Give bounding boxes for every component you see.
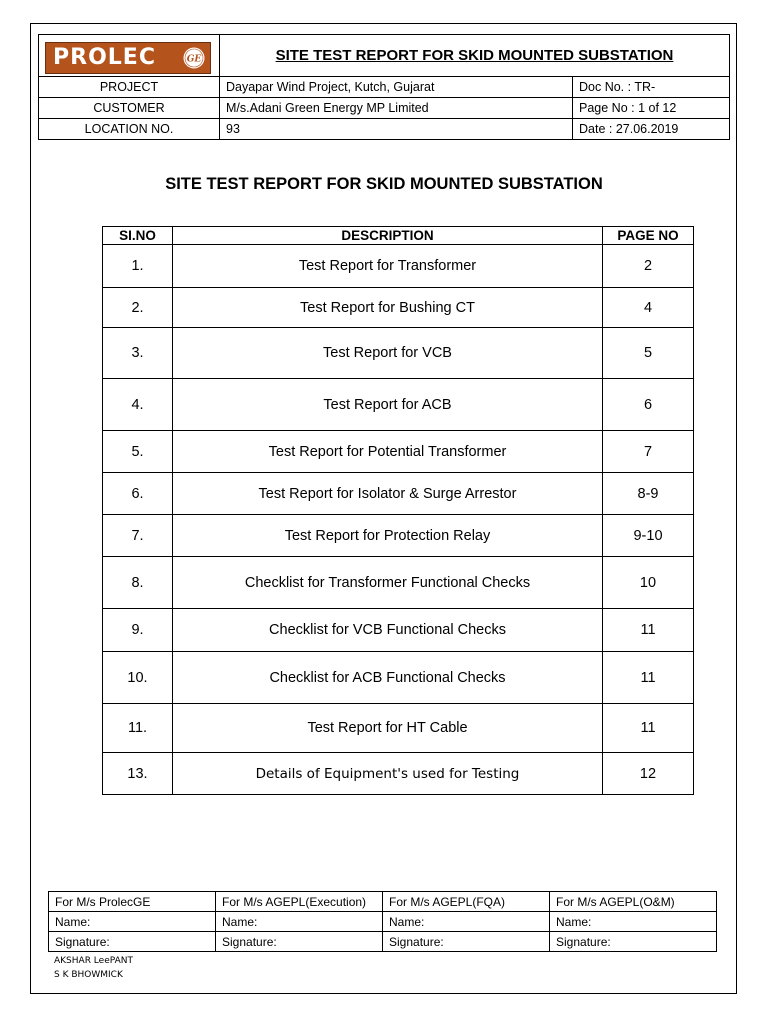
col-header-description: DESCRIPTION (173, 227, 603, 245)
party-agepl-om: For M/s AGEPL(O&M) (550, 892, 717, 912)
doc-no: Doc No. : TR- (573, 77, 730, 98)
handwritten-note-2: S K BHOWMICK (54, 970, 123, 980)
row-description: Checklist for ACB Functional Checks (173, 652, 603, 704)
table-row (103, 557, 694, 609)
index-header-row (103, 227, 694, 245)
row-description: Checklist for VCB Functional Checks (173, 609, 603, 652)
customer-label: CUSTOMER (39, 98, 220, 119)
table-row (103, 328, 694, 379)
row-page: 2 (603, 245, 694, 288)
table-row (103, 609, 694, 652)
table-row (103, 473, 694, 515)
row-description: Test Report for Potential Transformer (173, 431, 603, 473)
row-no: 2. (103, 288, 173, 328)
row-no: 8. (103, 557, 173, 609)
row-page: 11 (603, 652, 694, 704)
row-no: 3. (103, 328, 173, 379)
name-label: Name: (49, 912, 216, 932)
prolec-logo (45, 42, 211, 74)
row-no: 5. (103, 431, 173, 473)
row-page: 9-10 (603, 515, 694, 557)
header-table (38, 34, 730, 140)
col-header-sino: SI.NO (103, 227, 173, 245)
project-label: PROJECT (39, 77, 220, 98)
ge-monogram-icon (182, 46, 206, 70)
row-no: 13. (103, 753, 173, 795)
logo-text: PROLEC (53, 44, 156, 70)
row-description: Test Report for VCB (173, 328, 603, 379)
table-row (103, 288, 694, 328)
row-page: 12 (603, 753, 694, 795)
index-table (102, 226, 694, 795)
header-row-customer (39, 98, 730, 119)
table-row (103, 652, 694, 704)
signature-party-row (49, 892, 717, 912)
date: Date : 27.06.2019 (573, 119, 730, 140)
row-page: 11 (603, 609, 694, 652)
header-row-project (39, 77, 730, 98)
signature-label: Signature: (383, 932, 550, 952)
row-page: 5 (603, 328, 694, 379)
signature-label: Signature: (49, 932, 216, 952)
row-no: 10. (103, 652, 173, 704)
location-value: 93 (220, 119, 573, 140)
col-header-page-no: PAGE NO (603, 227, 694, 245)
row-page: 4 (603, 288, 694, 328)
row-description: Test Report for Protection Relay (173, 515, 603, 557)
project-value: Dayapar Wind Project, Kutch, Gujarat (220, 77, 573, 98)
handwritten-note-1: AKSHAR LeePANT (54, 956, 133, 966)
signature-label: Signature: (550, 932, 717, 952)
location-label: LOCATION NO. (39, 119, 220, 140)
name-label: Name: (550, 912, 717, 932)
table-row (103, 753, 694, 795)
document-title: SITE TEST REPORT FOR SKID MOUNTED SUBSTATION (165, 175, 603, 193)
signature-name-row (49, 912, 717, 932)
table-row (103, 379, 694, 431)
logo-cell (39, 35, 220, 77)
table-row (103, 245, 694, 288)
table-row (103, 431, 694, 473)
row-page: 6 (603, 379, 694, 431)
row-no: 9. (103, 609, 173, 652)
svg-text:GE: GE (186, 54, 202, 64)
row-description: Test Report for ACB (173, 379, 603, 431)
row-page: 8-9 (603, 473, 694, 515)
row-no: 6. (103, 473, 173, 515)
party-prolecge: For M/s ProlecGE (49, 892, 216, 912)
row-description: Test Report for Transformer (173, 245, 603, 288)
page-no: Page No : 1 of 12 (573, 98, 730, 119)
header-row-location (39, 119, 730, 140)
row-no: 4. (103, 379, 173, 431)
row-description: Checklist for Transformer Functional Checks (173, 557, 603, 609)
party-agepl-fqa: For M/s AGEPL(FQA) (383, 892, 550, 912)
name-label: Name: (216, 912, 383, 932)
name-label: Name: (383, 912, 550, 932)
row-description: Test Report for HT Cable (173, 704, 603, 753)
signature-label: Signature: (216, 932, 383, 952)
row-page: 7 (603, 431, 694, 473)
table-row (103, 704, 694, 753)
table-row (103, 515, 694, 557)
signature-table (48, 891, 717, 952)
row-description: Test Report for Bushing CT (173, 288, 603, 328)
row-no: 1. (103, 245, 173, 288)
signature-sign-row (49, 932, 717, 952)
party-agepl-execution: For M/s AGEPL(Execution) (216, 892, 383, 912)
row-description: Details of Equipment's used for Testing (173, 753, 603, 795)
row-page: 11 (603, 704, 694, 753)
customer-value: M/s.Adani Green Energy MP Limited (220, 98, 573, 119)
row-no: 11. (103, 704, 173, 753)
row-description: Test Report for Isolator & Surge Arrestor (173, 473, 603, 515)
header-title: SITE TEST REPORT FOR SKID MOUNTED SUBSTATION (220, 35, 730, 77)
row-no: 7. (103, 515, 173, 557)
row-page: 10 (603, 557, 694, 609)
